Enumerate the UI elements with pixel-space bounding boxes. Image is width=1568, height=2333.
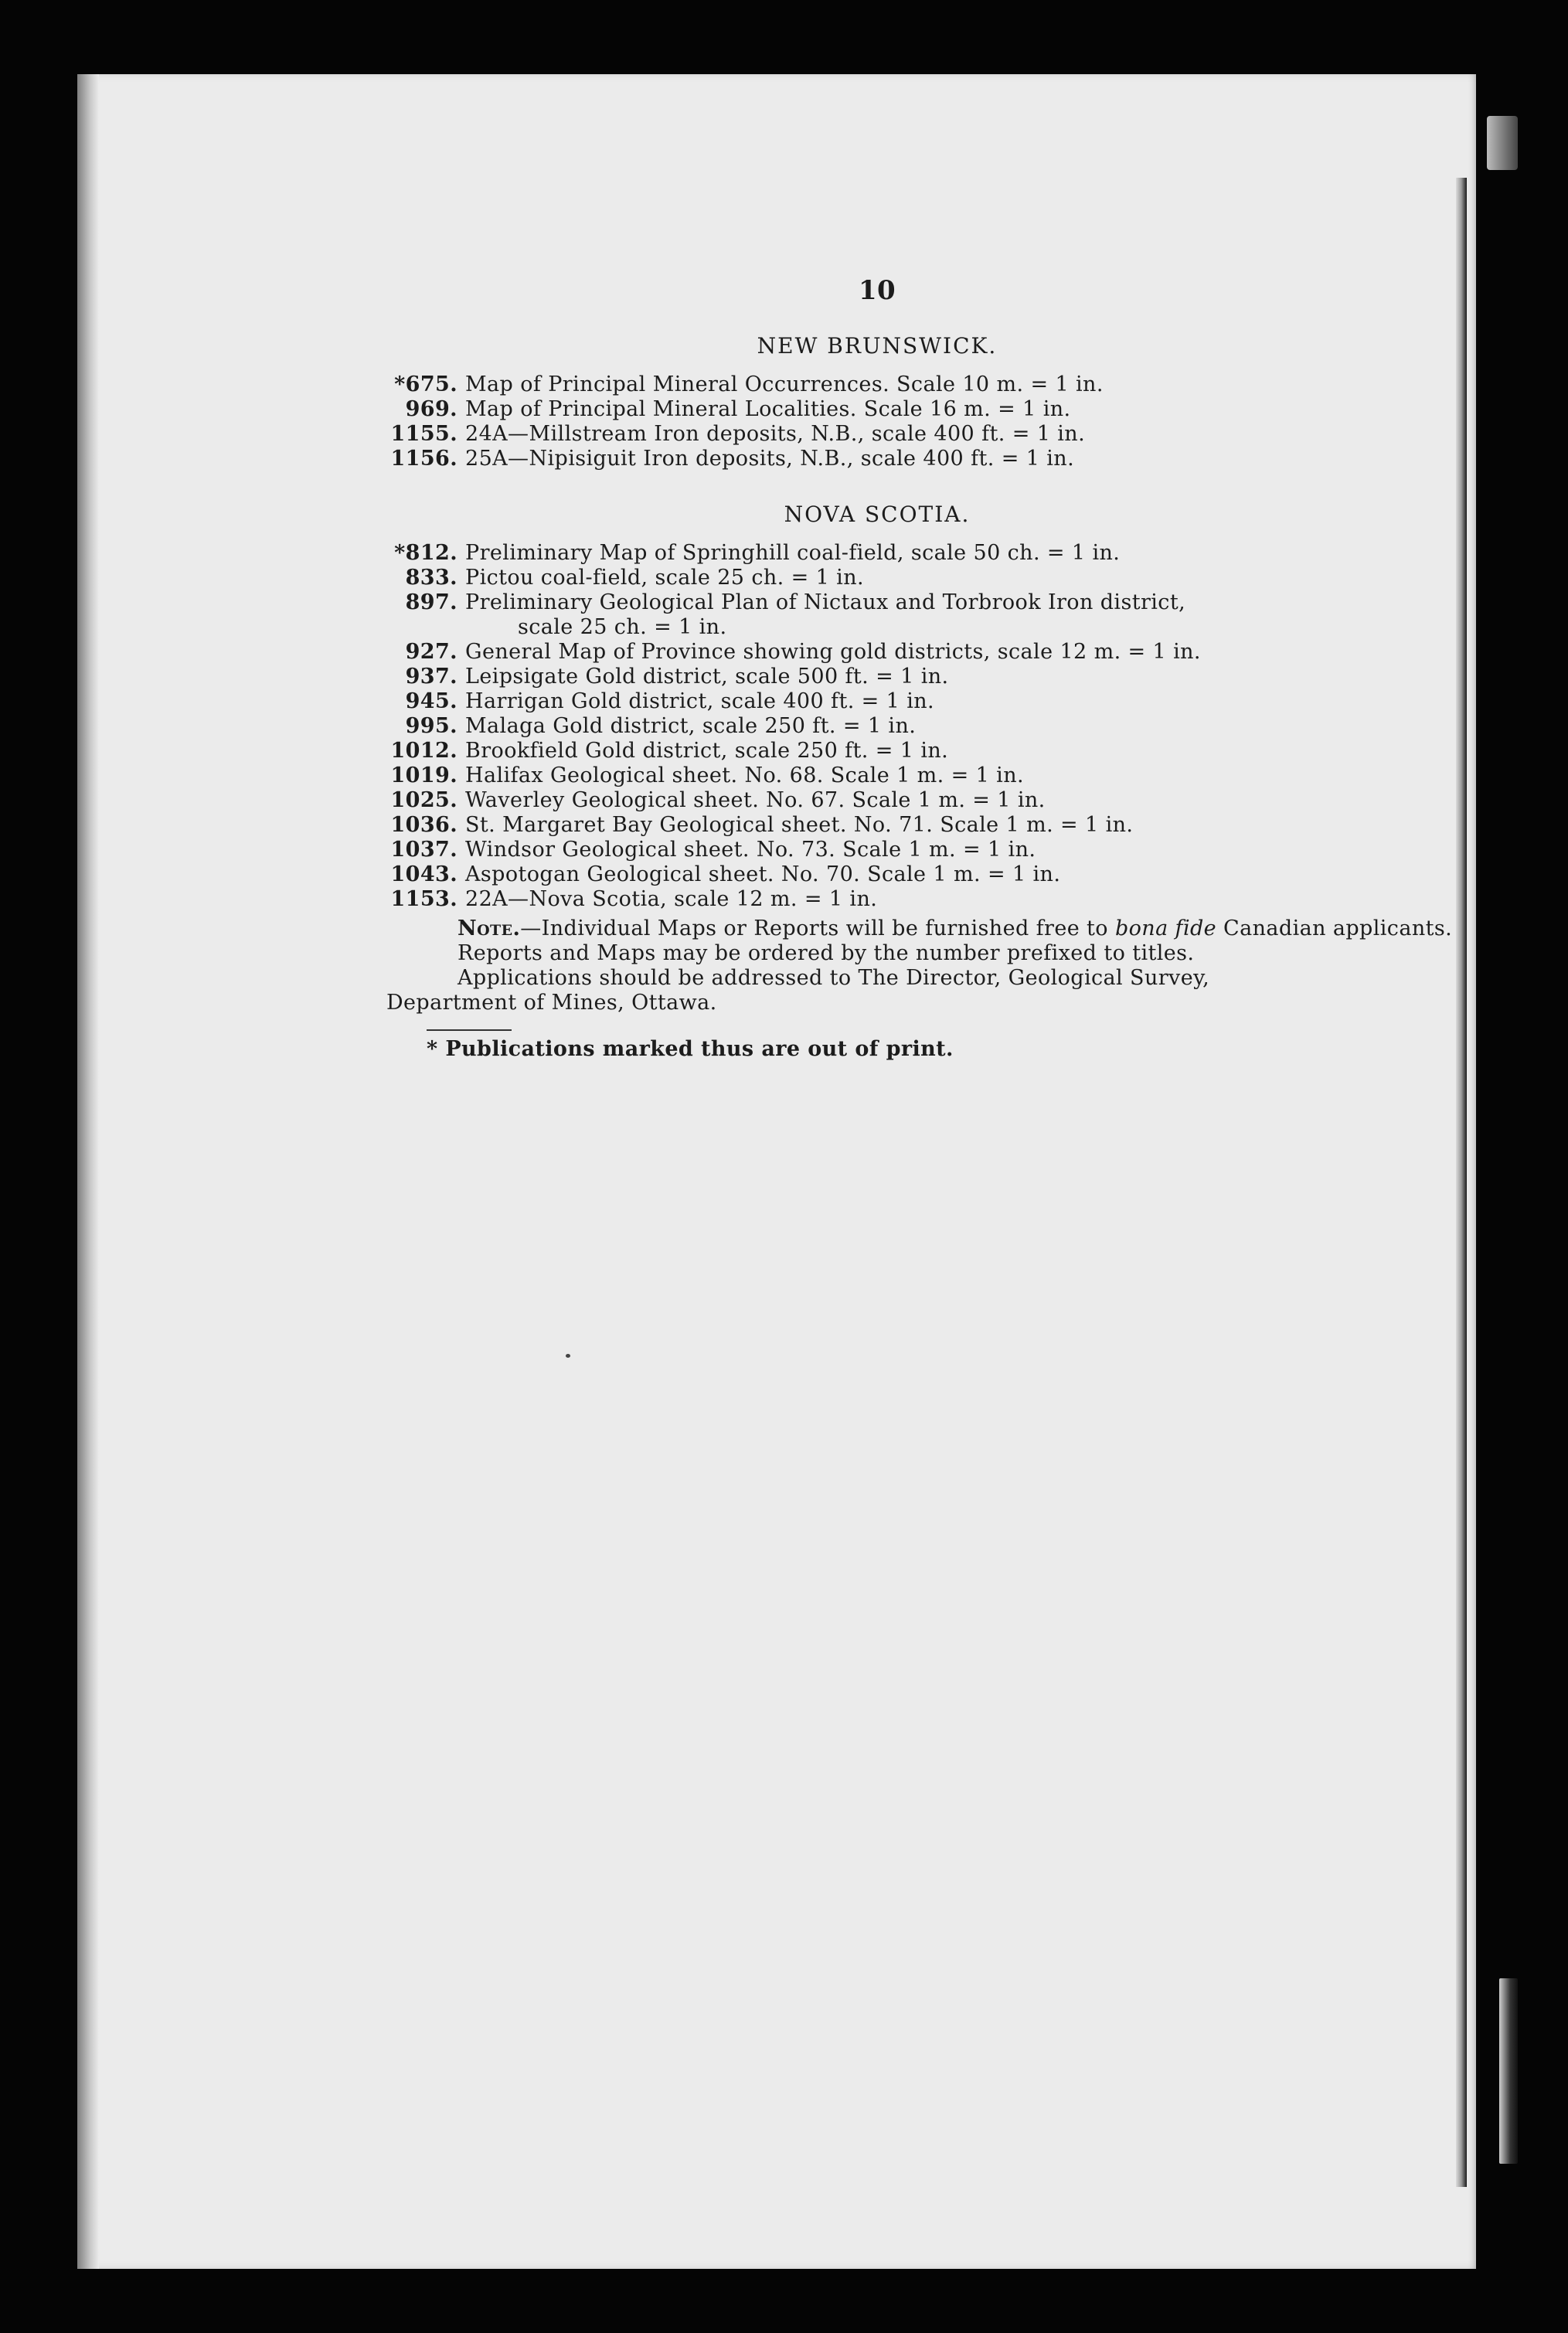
map-number: 897. xyxy=(405,590,457,614)
list-item xyxy=(386,739,1306,763)
list-item xyxy=(386,372,1306,397)
map-description: 24A—Millstream Iron deposits, N.B., scale 400 ft. = 1 in. xyxy=(465,422,1086,446)
section-heading: NOVA SCOTIA. xyxy=(784,502,971,527)
page-number: 10 xyxy=(858,275,896,306)
map-description: Aspotogan Geological sheet. No. 70. Scale 1 m. = 1 in. xyxy=(465,862,1061,886)
list-item xyxy=(386,813,1306,838)
map-number: 1036. xyxy=(390,813,457,837)
map-number: *675. xyxy=(394,372,457,396)
section-new-brunswick xyxy=(386,334,1306,471)
map-number: 1155. xyxy=(390,422,457,446)
list-item xyxy=(386,689,1306,714)
map-description: Pictou coal-field, scale 25 ch. = 1 in. xyxy=(465,566,864,590)
map-number: 1153. xyxy=(390,887,457,911)
list-item xyxy=(386,640,1306,665)
page-clip-mark xyxy=(1487,116,1518,170)
entry-list xyxy=(386,541,1306,912)
map-number: 1156. xyxy=(390,447,457,471)
entry-list xyxy=(386,372,1306,471)
page-clip-mark xyxy=(1499,1978,1518,2164)
note-italic: bona fide xyxy=(1114,917,1217,940)
map-number: 927. xyxy=(405,640,457,664)
list-item xyxy=(386,422,1306,447)
map-description: Waverley Geological sheet. No. 67. Scale 1 m. = 1 in. xyxy=(465,788,1046,812)
list-item xyxy=(386,862,1306,887)
map-description: Preliminary Geological Plan of Nictaux and Torbrook Iron district, xyxy=(465,590,1186,614)
footnote: * Publications marked thus are out of print. xyxy=(427,1037,954,1061)
map-number: 945. xyxy=(405,689,457,713)
list-item xyxy=(386,763,1306,788)
map-description: Leipsigate Gold district, scale 500 ft. = 1 in. xyxy=(465,665,949,689)
map-number: *812. xyxy=(394,541,457,565)
applications-line-2: Department of Mines, Ottawa. xyxy=(386,991,717,1015)
list-item xyxy=(386,838,1306,862)
map-number: 1019. xyxy=(390,763,457,787)
binding-gutter xyxy=(77,74,99,2269)
footnote-rule xyxy=(427,1029,512,1031)
section-heading: NEW BRUNSWICK. xyxy=(757,333,998,359)
note-line xyxy=(386,917,1453,941)
note-text-2: Canadian applicants. xyxy=(1223,917,1453,940)
map-description: Windsor Geological sheet. No. 73. Scale 1 m. = 1 in. xyxy=(465,838,1036,862)
list-item xyxy=(386,590,1306,615)
map-number: 833. xyxy=(405,566,457,590)
map-description-continued: scale 25 ch. = 1 in. xyxy=(518,615,727,639)
reports-line: Reports and Maps may be ordered by the number prefixed to titles. xyxy=(457,941,1195,965)
map-description: Malaga Gold district, scale 250 ft. = 1 in. xyxy=(465,714,917,738)
map-number: 1037. xyxy=(390,838,457,862)
map-description: 25A—Nipisiguit Iron deposits, N.B., scale 400 ft. = 1 in. xyxy=(465,447,1075,471)
map-description: Brookfield Gold district, scale 250 ft. = 1 in. xyxy=(465,739,949,763)
applications-line: Applications should be addressed to The Director, Geological Survey, xyxy=(457,966,1210,990)
page-edge xyxy=(1456,178,1467,2187)
list-item xyxy=(386,397,1306,422)
map-number: 1025. xyxy=(390,788,457,812)
map-description: General Map of Province showing gold districts, scale 12 m. = 1 in. xyxy=(465,640,1201,664)
map-number: 995. xyxy=(405,714,457,738)
paper-speck xyxy=(566,1354,570,1358)
map-description: St. Margaret Bay Geological sheet. No. 71. Scale 1 m. = 1 in. xyxy=(465,813,1134,837)
list-item xyxy=(386,566,1306,590)
document-text xyxy=(386,275,1453,1062)
map-description: Map of Principal Mineral Localities. Scale 16 m. = 1 in. xyxy=(465,397,1071,421)
list-item xyxy=(386,714,1306,739)
list-item xyxy=(386,541,1306,566)
note-label: Note. xyxy=(457,917,521,940)
list-item xyxy=(386,887,1306,912)
map-number: 969. xyxy=(405,397,457,421)
list-item xyxy=(386,665,1306,689)
notes-block xyxy=(386,917,1453,1015)
map-number: 1012. xyxy=(390,739,457,763)
map-description: Preliminary Map of Springhill coal-field, scale 50 ch. = 1 in. xyxy=(465,541,1121,565)
list-item xyxy=(386,447,1306,471)
map-number: 937. xyxy=(405,665,457,689)
note-text: —Individual Maps or Reports will be furnished free to xyxy=(520,917,1108,940)
map-description: 22A—Nova Scotia, scale 12 m. = 1 in. xyxy=(465,887,878,911)
map-number: 1043. xyxy=(390,862,457,886)
map-description: Map of Principal Mineral Occurrences. Scale 10 m. = 1 in. xyxy=(465,372,1104,396)
map-description: Halifax Geological sheet. No. 68. Scale 1 m. = 1 in. xyxy=(465,763,1024,787)
map-description: Harrigan Gold district, scale 400 ft. = 1 in. xyxy=(465,689,935,713)
section-nova-scotia xyxy=(386,502,1306,912)
list-item xyxy=(386,788,1306,813)
